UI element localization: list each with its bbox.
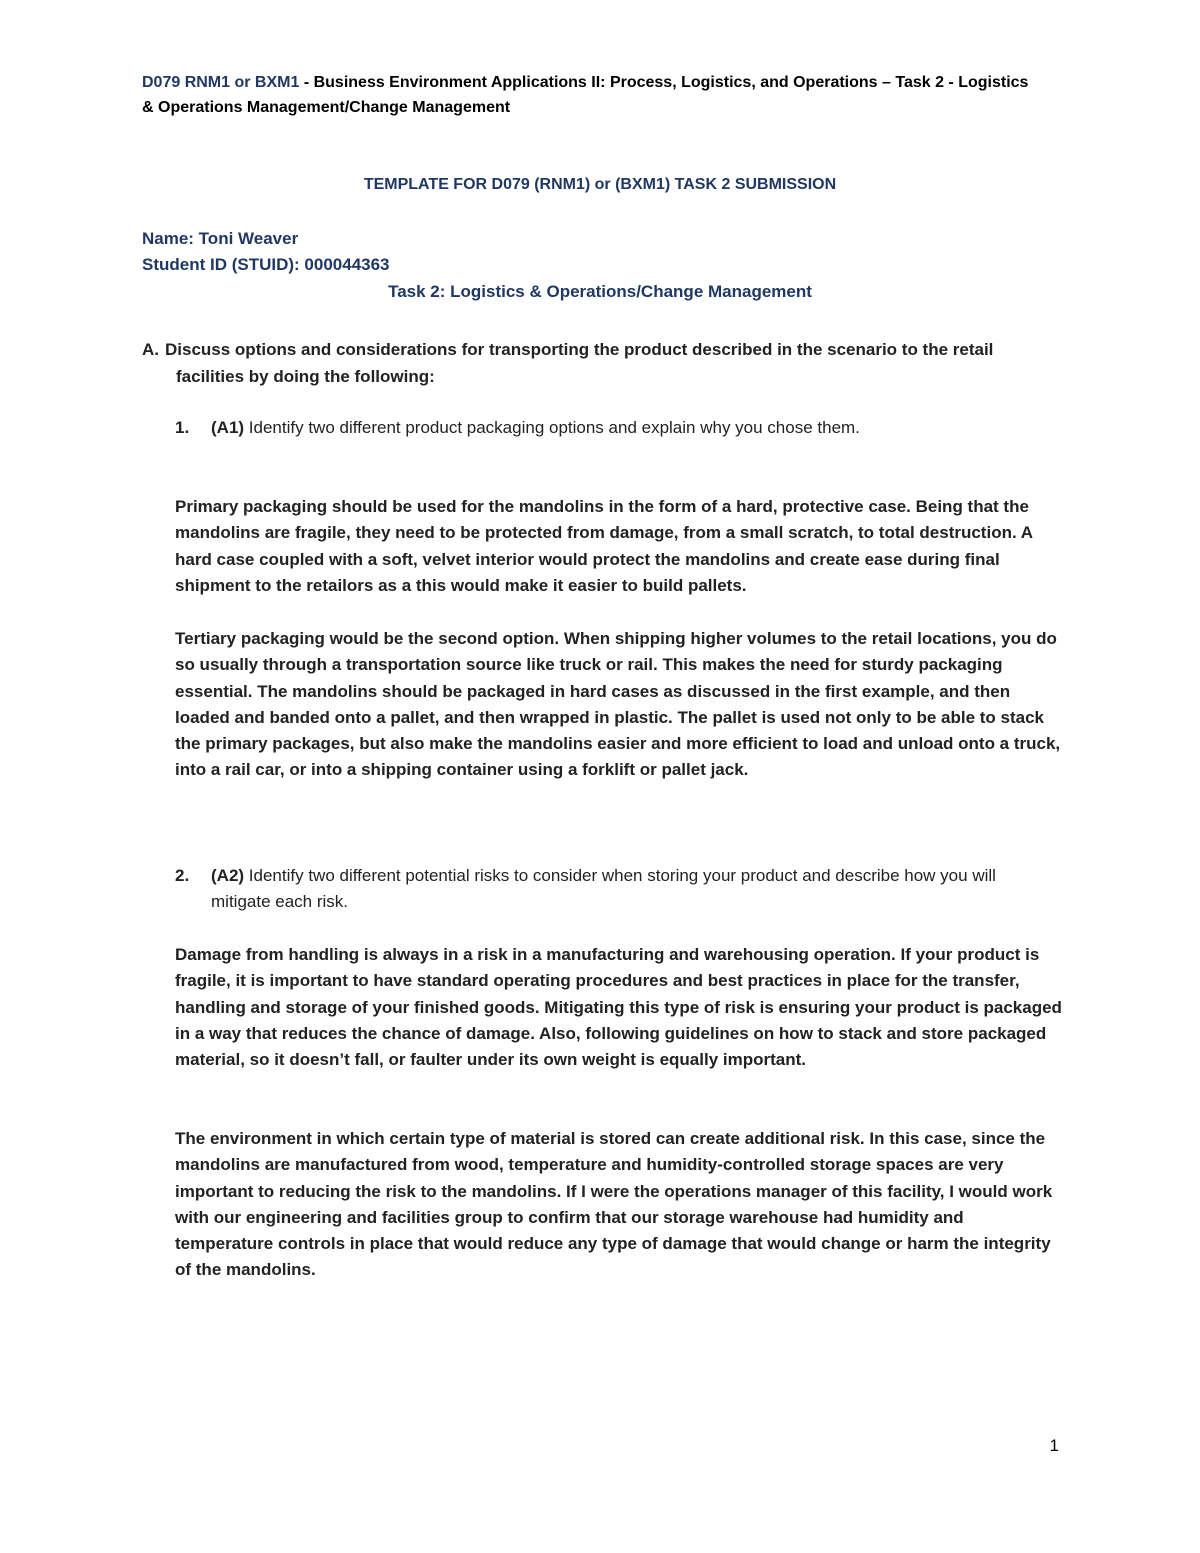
- template-title: TEMPLATE FOR D079 (RNM1) or (BXM1) TASK 2 SUBMISSION: [363, 176, 837, 193]
- answer-a2-paragraph-1: Damage from handling is always in a risk in a manufacturing and warehousing operation. If your product is fragile, it is important to have standard operating procedures and best practices in place for the transfer, handling and storage of your finished goods. Mitigating this type of risk is ensuring your product is packaged in a way that reduces the chance of damage. Also, following guidelines on how to stack and store packaged material, so it doesn’t fall, or faulter under its own weight is equally important.: [175, 945, 1062, 1070]
- question-a2-number: 2.: [175, 866, 190, 885]
- section-a-label: A.: [142, 340, 159, 359]
- section-a-prompt: [142, 336, 1042, 390]
- question-a2: [175, 863, 1055, 915]
- answer-a1-paragraph-2: Tertiary packaging would be the second option. When shipping higher volumes to the retail locations, you do so usually through a transportation source like truck or rail. This makes the need for sturdy packaging essential. The mandolins should be packaged in hard cases as discussed in the first example, and then loaded and banded onto a pallet, and then wrapped in plastic. The pallet is used not only to be able to stack the primary packages, but also make the mandolins easier and more efficient to load and unload onto a truck, into a rail car, or into a shipping container using a forklift or pallet jack.: [175, 629, 1061, 780]
- question-a2-text: Identify two different potential risks to consider when storing your product and describe how you will mitigate each risk.: [211, 866, 996, 911]
- header-line-1: [142, 71, 1062, 95]
- header-title: - Business Environment Applications II: Process, Logistics, and Operations – Task 2 - Logistics: [299, 74, 1029, 91]
- question-a2-code: (A2): [211, 866, 245, 885]
- page-number: 1: [1049, 1436, 1059, 1455]
- question-a1: [175, 415, 1055, 441]
- question-a1-code: (A1): [211, 418, 245, 437]
- answer-a1-paragraph-1: Primary packaging should be used for the mandolins in the form of a hard, protective case. Being that the mandolins are fragile, they need to be protected from damage, from a small scratch, to total destruction. A hard case coupled with a soft, velvet interior would protect the mandolins and create ease during final shipment to the retailors as a this would make it easier to build pallets.: [175, 497, 1033, 595]
- course-code: D079 RNM1 or BXM1: [142, 74, 300, 91]
- section-a-text: Discuss options and considerations for transporting the product described in the scenario to the retail facilities by doing the following:: [165, 340, 994, 386]
- task-heading: Task 2: Logistics & Operations/Change Management: [388, 282, 812, 301]
- question-a1-text: Identify two different product packaging options and explain why you chose them.: [244, 418, 860, 437]
- header-line-2: & Operations Management/Change Management: [142, 99, 511, 116]
- student-id-line: Student ID (STUID): 000044363: [142, 255, 390, 274]
- question-a1-number: 1.: [175, 418, 190, 437]
- answer-a2-paragraph-2: The environment in which certain type of material is stored can create additional risk. In this case, since the mandolins are manufactured from wood, temperature and humidity-controlled storage spaces are very important to reducing the risk to the mandolins. If I were the operations manager of this facility, I would work with our engineering and facilities group to confirm that our storage warehouse had humidity and temperature controls in place that would reduce any type of damage that would change or harm the integrity of the mandolins.: [175, 1129, 1053, 1280]
- name-line: Name: Toni Weaver: [142, 229, 299, 248]
